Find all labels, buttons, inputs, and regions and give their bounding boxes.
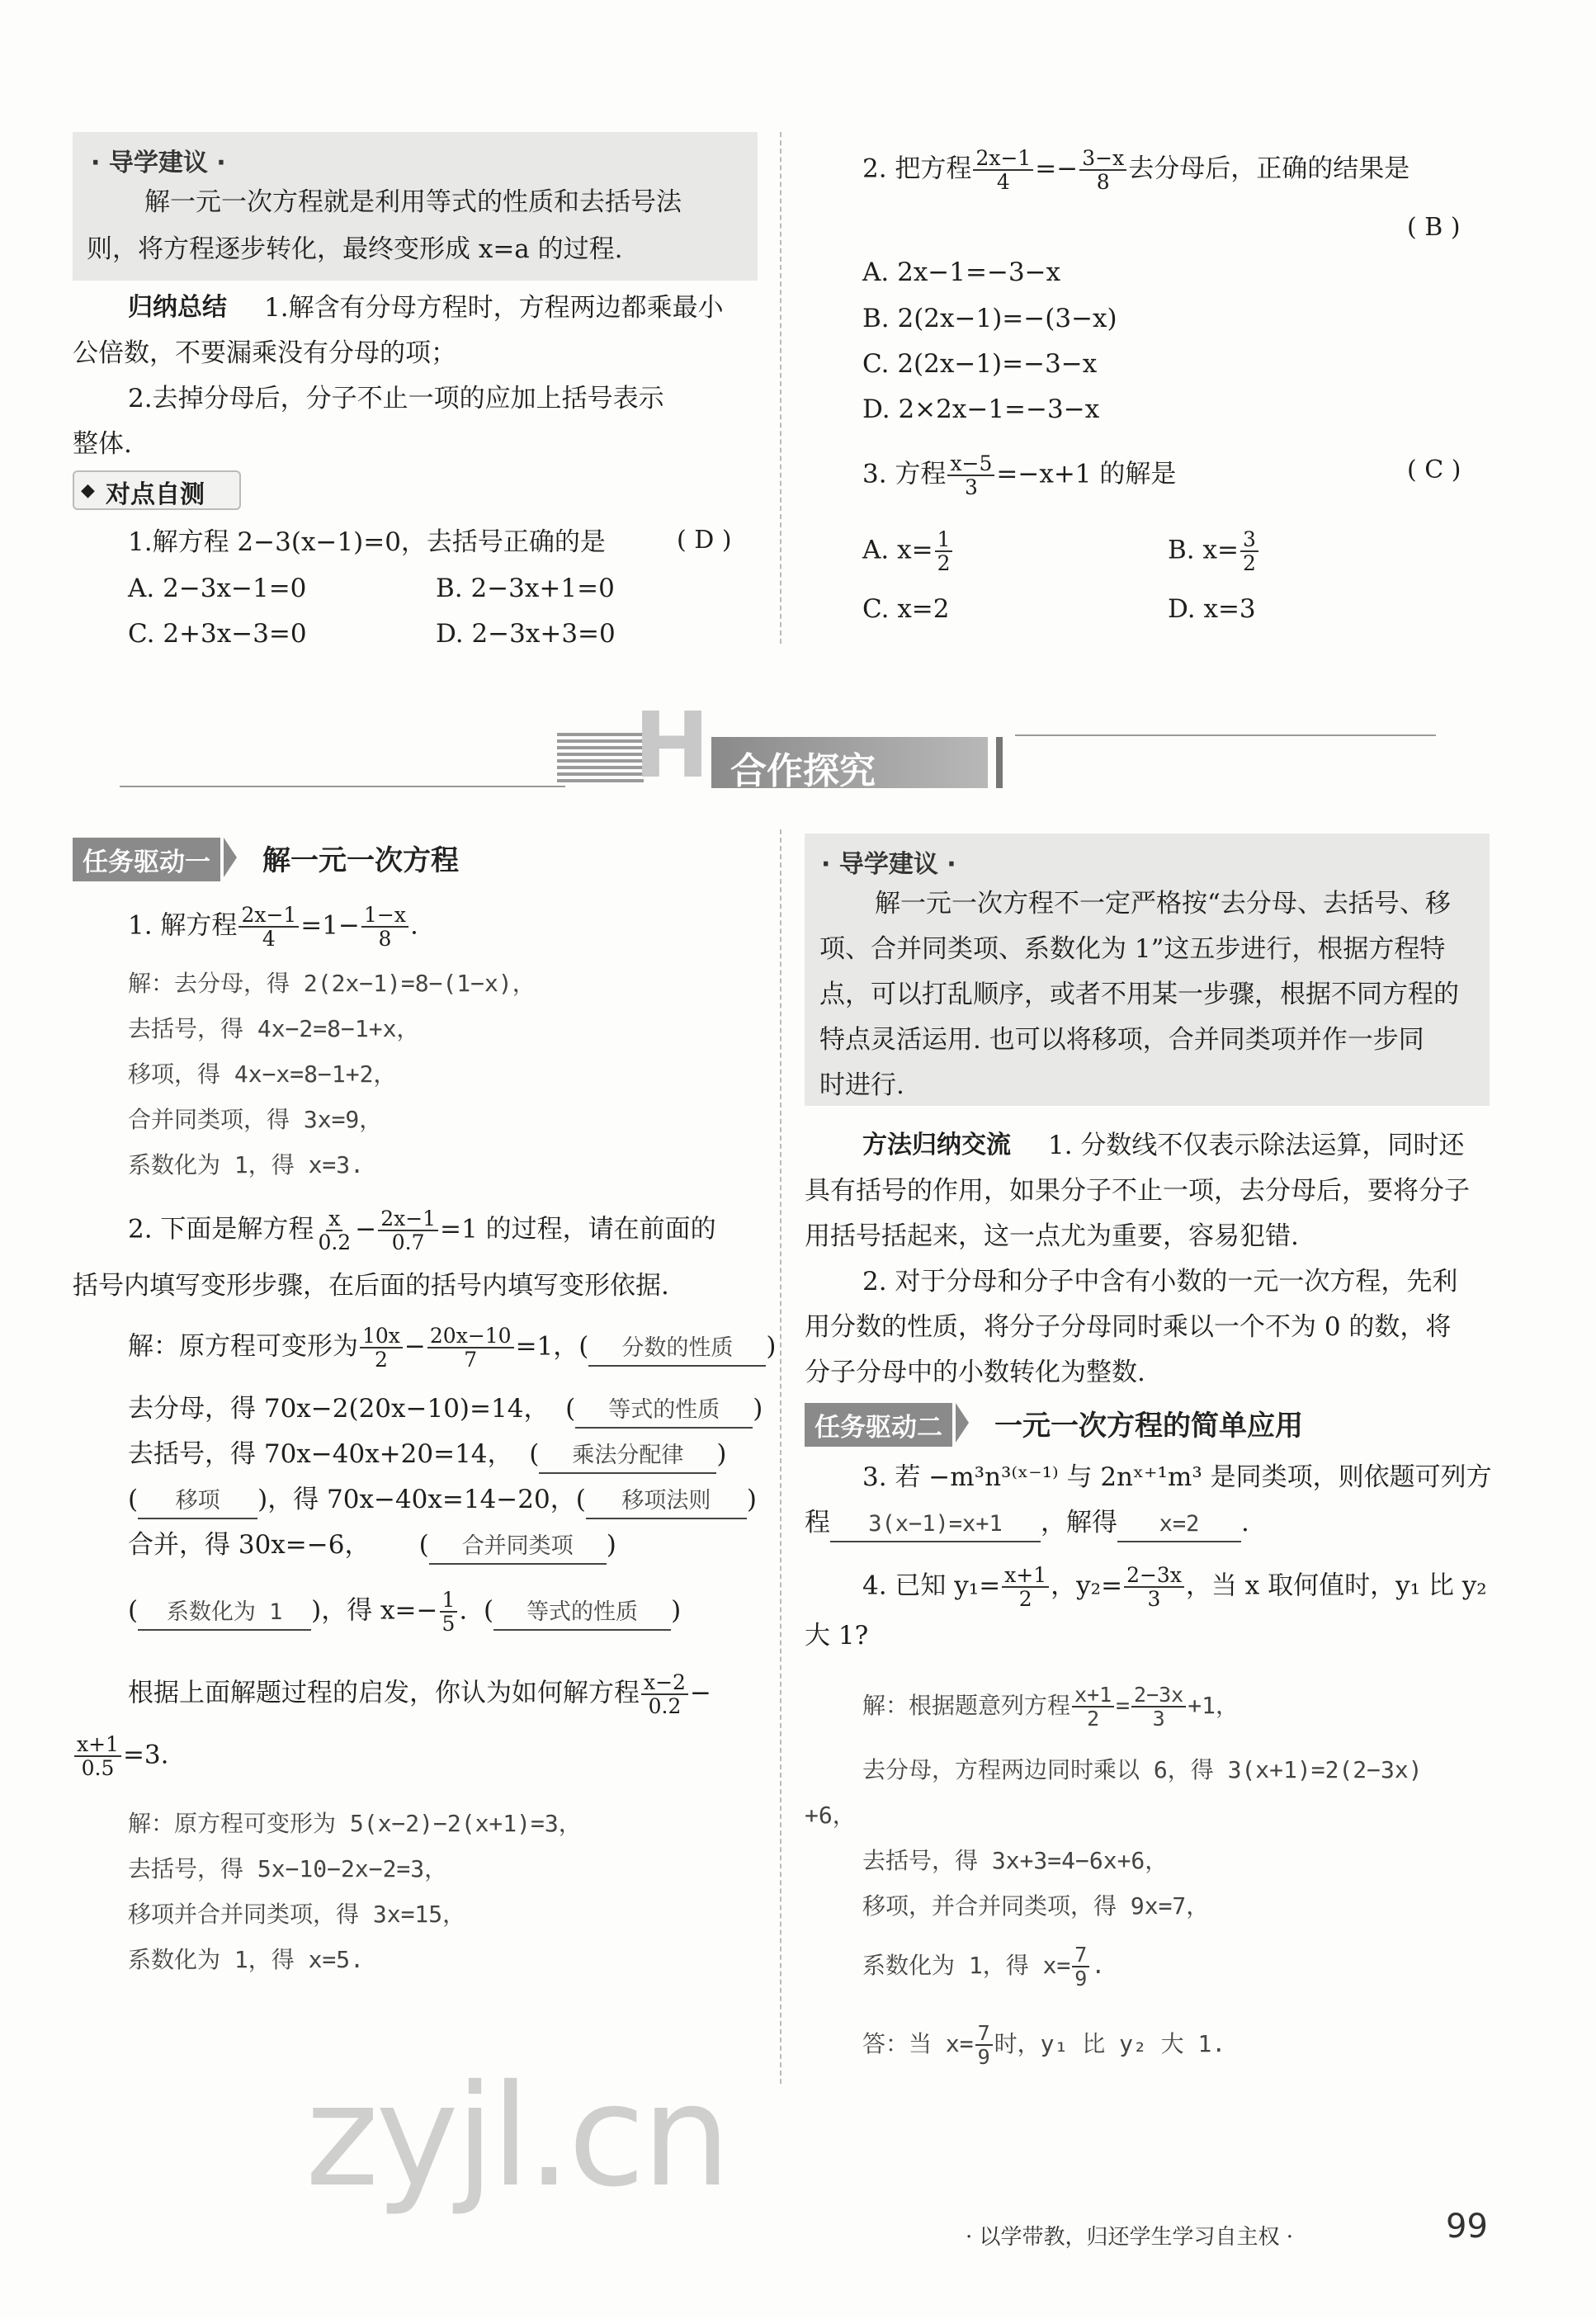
task-title-2: 一元一次方程的简单应用 (994, 1410, 1303, 1443)
answer-blank: 合并同类项 (429, 1530, 607, 1565)
p2-question-line2: 括号内填写变形步骤，在后面的括号内填写变形依据. (73, 1271, 669, 1301)
q1-option: C. 2+3x−3=0 (128, 619, 307, 649)
answer-blank: 系数化为 1 (138, 1596, 311, 1631)
q4-solution-line: 移项，并合并同类项，得 9x=7， (862, 1892, 1210, 1920)
p2-step2: 去分母，得 70x−2(20x−10)=14， ( 等式的性质 ) (128, 1392, 763, 1429)
fraction: $\frac{7}{9}$ (1072, 1944, 1089, 1990)
method-line: 2. 对于分母和分子中含有小数的一元一次方程，先利 (862, 1267, 1458, 1296)
q4-solution-step1: 解：根据题意列方程 $\frac{x+1}{2}$ = $\frac{2-3x}{3}$ +1， (862, 1683, 1239, 1731)
tip-line: 解一元一次方程不一定严格按“去分母、去括号、移 (875, 889, 1451, 919)
answer-blank: 等式的性质 (493, 1596, 671, 1631)
q4-solution-answer: 答：当 x= $\frac{7}{9}$ 时，y₁ 比 y₂ 大 1. (862, 2021, 1226, 2069)
p1-solution-line: 系数化为 1，得 x=3. (128, 1151, 365, 1178)
column-divider-top (780, 132, 781, 644)
fraction: $\frac{x+1}{2}$ (1072, 1684, 1114, 1730)
method-line: 分子分母中的小数转化为整数. (805, 1358, 1145, 1387)
task-label-2: 任务驱动二 (805, 1403, 952, 1447)
fraction: $\frac{2x-1}{0.7}$ (378, 1207, 438, 1254)
q3-answer: ( C ) (1407, 456, 1461, 484)
fraction: $\frac{10x}{2}$ (360, 1325, 403, 1371)
q2-option: B. 2(2x−1)=−(3−x) (862, 304, 1117, 333)
q3-task2-line2: 程 3(x−1)=x+1 ，解得 x=2 . (805, 1506, 1249, 1542)
q3-option: C. x=2 (862, 594, 950, 624)
watermark: zyjl.cn (305, 2055, 728, 2218)
answer-blank: 移项法则 (586, 1485, 747, 1519)
p2-followup-question: 根据上面解题过程的启发，你认为如何解方程 $\frac{x-2}{0.2}$ − (128, 1670, 711, 1718)
summary-line: 整体. (73, 429, 132, 459)
answer-blank: 移项 (138, 1485, 257, 1519)
p2-step4: ( 移项 )，得 70x−40x=14−20，( 移项法则 ) (128, 1483, 757, 1519)
p1-solution-line: 合并同类项，得 3x=9， (128, 1106, 383, 1133)
fraction: $\frac{2x-1}{4}$ (973, 147, 1033, 193)
answer-blank: 分数的性质 (588, 1332, 766, 1367)
fraction: $\frac{2-3x}{3}$ (1131, 1684, 1186, 1730)
answer-blank: 等式的性质 (575, 1394, 753, 1429)
method-line: 具有括号的作用，如果分子不止一项，去分母后，要将分子 (805, 1176, 1470, 1206)
answer-blank: 3(x−1)=x+1 (830, 1508, 1041, 1542)
p2-question: 2. 下面是解方程 $\frac{x}{0.2}$ − $\frac{2x-1}{0.7}$ =1 的过程，请在前面的 (128, 1207, 716, 1254)
fraction: $\frac{1}{5}$ (440, 1589, 458, 1635)
fraction: $\frac{x-5}{3}$ (947, 452, 994, 498)
task-label-1: 任务驱动一 (73, 838, 220, 881)
q1-answer: ( D ) (677, 526, 732, 555)
fraction: $\frac{1}{2}$ (935, 528, 953, 574)
section-rule-left (120, 786, 565, 787)
p1-solution-line: 解：去分母，得 2(2x−1)=8−(1−x)， (128, 970, 536, 997)
fraction: $\frac{x+1}{2}$ (1002, 1564, 1049, 1610)
fraction: $\frac{7}{9}$ (975, 2022, 993, 2068)
fraction: $\frac{1-x}{8}$ (361, 904, 408, 950)
tip-line: 时进行. (819, 1070, 904, 1100)
q4-solution-line: +6， (805, 1802, 856, 1829)
section-end-mark (996, 737, 1003, 788)
answer-blank: 乘法分配律 (539, 1439, 716, 1474)
section-title: 合作探究 (730, 750, 876, 792)
p2-solution-line: 去括号，得 5x−10−2x−2=3， (128, 1855, 448, 1882)
self-test-label: 对点自测 (106, 480, 205, 509)
tip-line: 项、合并同类项、系数化为 1”这五步进行，根据方程特 (819, 934, 1446, 964)
tip-line: 解一元一次方程就是利用等式的性质和去括号法 (144, 187, 682, 217)
p2-step5: 合并，得 30x=−6， ( 合并同类项 ) (128, 1528, 616, 1565)
p2-step6: ( 系数化为 1 )，得 x=− $\frac{1}{5}$ . ( 等式的性质 ) (128, 1588, 682, 1636)
task-arrow-1 (224, 838, 237, 877)
q2-text: 2. 把方程 $\frac{2x-1}{4}$ =− $\frac{3-x}{8}$ 去分母后，正确的结果是 (862, 146, 1410, 194)
section-rule-right (1015, 734, 1436, 736)
q3-option: D. x=3 (1168, 594, 1256, 624)
self-test-header (73, 470, 241, 510)
summary-line: 公倍数，不要漏乘没有分母的项； (73, 338, 456, 368)
q1-option: B. 2−3x+1=0 (436, 574, 615, 603)
p1-question: 1. 解方程 $\frac{2x-1}{4}$ =1− $\frac{1-x}{8}$ . (128, 903, 418, 951)
q2-option: D. 2×2x−1=−3−x (862, 394, 1100, 424)
tip-title: · 导学建议 · (91, 149, 226, 177)
tip-line: 则，将方程逐步转化，最终变形成 x=a 的过程. (87, 234, 623, 264)
q2-answer: ( B ) (1407, 213, 1461, 242)
method-line: 用分数的性质，将分子分母同时乘以一个不为 0 的数，将 (805, 1312, 1452, 1342)
method-label: 方法归纳交流 (862, 1131, 1011, 1160)
task-title-1: 解一元一次方程 (262, 844, 459, 877)
tip-line: 点，可以打乱顺序，或者不用某一步骤，根据不同方程的 (819, 980, 1459, 1009)
method-line: 1. 分数线不仅表示除法运算，同时还 (1048, 1131, 1465, 1160)
method-line: 用括号括起来，这一点尤为重要，容易犯错. (805, 1221, 1299, 1251)
fraction: $\frac{2x-1}{4}$ (238, 904, 299, 950)
diamond-icon: ◆ (81, 480, 95, 501)
q2-option: A. 2x−1=−3−x (862, 257, 1061, 287)
q4-solution-line: 去分母，方程两边同时乘以 6，得 3(x+1)=2(2−3x) (862, 1756, 1423, 1783)
fraction: $\frac{20x-10}{7}$ (427, 1325, 514, 1371)
q3-text: 3. 方程 $\frac{x-5}{3}$ =−x+1 的解是 (862, 451, 1177, 499)
p2-step3: 去括号，得 70x−40x+20=14， ( 乘法分配律 ) (128, 1438, 726, 1474)
p2-solution-line: 移项并合并同类项，得 3x=15， (128, 1901, 466, 1928)
summary-line: 2.去掉分母后，分子不止一项的应加上括号表示 (128, 384, 664, 413)
section-stripes (557, 733, 644, 784)
answer-blank: x=2 (1117, 1508, 1241, 1542)
p2-solution-line: 系数化为 1，得 x=5. (128, 1946, 365, 1973)
fraction: $\frac{2-3x}{3}$ (1124, 1564, 1184, 1610)
fraction: $\frac{x+1}{0.5}$ (74, 1733, 121, 1779)
summary-line: 1.解含有分母方程时，方程两边都乘最小 (264, 293, 724, 323)
fraction: $\frac{3}{2}$ (1240, 528, 1258, 574)
p1-solution-line: 移项，得 4x−x=8−1+2， (128, 1060, 397, 1088)
q3-option-a: A. x= $\frac{1}{2}$ (862, 528, 954, 574)
p2-followup-question-line2: $\frac{x+1}{0.5}$ =3. (73, 1733, 169, 1779)
section-letter: H (634, 692, 711, 798)
page-number: 99 (1446, 2208, 1488, 2246)
task-arrow-2 (956, 1403, 969, 1443)
p1-solution-line: 去括号，得 4x−2=8−1+x， (128, 1015, 420, 1042)
q4-question-line2: 大 1? (805, 1621, 869, 1651)
q1-text: 1.解方程 2−3(x−1)=0，去括号正确的是 (128, 527, 606, 557)
q1-option: A. 2−3x−1=0 (128, 574, 307, 603)
p2-step1: 解：原方程可变形为 $\frac{10x}{2}$ − $\frac{20x-10}{7}$ =1，( 分数的性质 ) (128, 1324, 777, 1372)
fraction: $\frac{x-2}{0.2}$ (641, 1671, 688, 1717)
q4-question: 4. 已知 y₁= $\frac{x+1}{2}$ ，y₂= $\frac{2-3x}{3}$ ，当 x 取何值时，y₁ 比 y₂ (862, 1563, 1487, 1611)
tip-line: 特点灵活运用. 也可以将移项，合并同类项并作一步同 (819, 1025, 1424, 1055)
p2-solution-line: 解：原方程可变形为 5(x−2)−2(x+1)=3， (128, 1810, 582, 1837)
q2-option: C. 2(2x−1)=−3−x (862, 349, 1098, 379)
q4-solution-step5: 系数化为 1，得 x= $\frac{7}{9}$ . (862, 1943, 1106, 1991)
tip-title: · 导学建议 · (821, 850, 956, 879)
q3-option-b: B. x= $\frac{3}{2}$ (1168, 528, 1260, 574)
summary-label: 归纳总结 (128, 293, 227, 322)
q3-task2-line1: 3. 若 −m³n³⁽ˣ⁻¹⁾ 与 2nˣ⁺¹m³ 是同类项，则依题可列方 (862, 1462, 1492, 1492)
fraction: $\frac{x}{0.2}$ (318, 1207, 352, 1254)
q1-option: D. 2−3x+3=0 (436, 619, 616, 649)
q4-solution-line: 去括号，得 3x+3=4−6x+6， (862, 1847, 1169, 1874)
footer-motto: · 以学带教，归还学生学习自主权 · (966, 2225, 1294, 2250)
fraction: $\frac{3-x}{8}$ (1079, 147, 1126, 193)
column-divider-bottom (780, 829, 781, 2084)
